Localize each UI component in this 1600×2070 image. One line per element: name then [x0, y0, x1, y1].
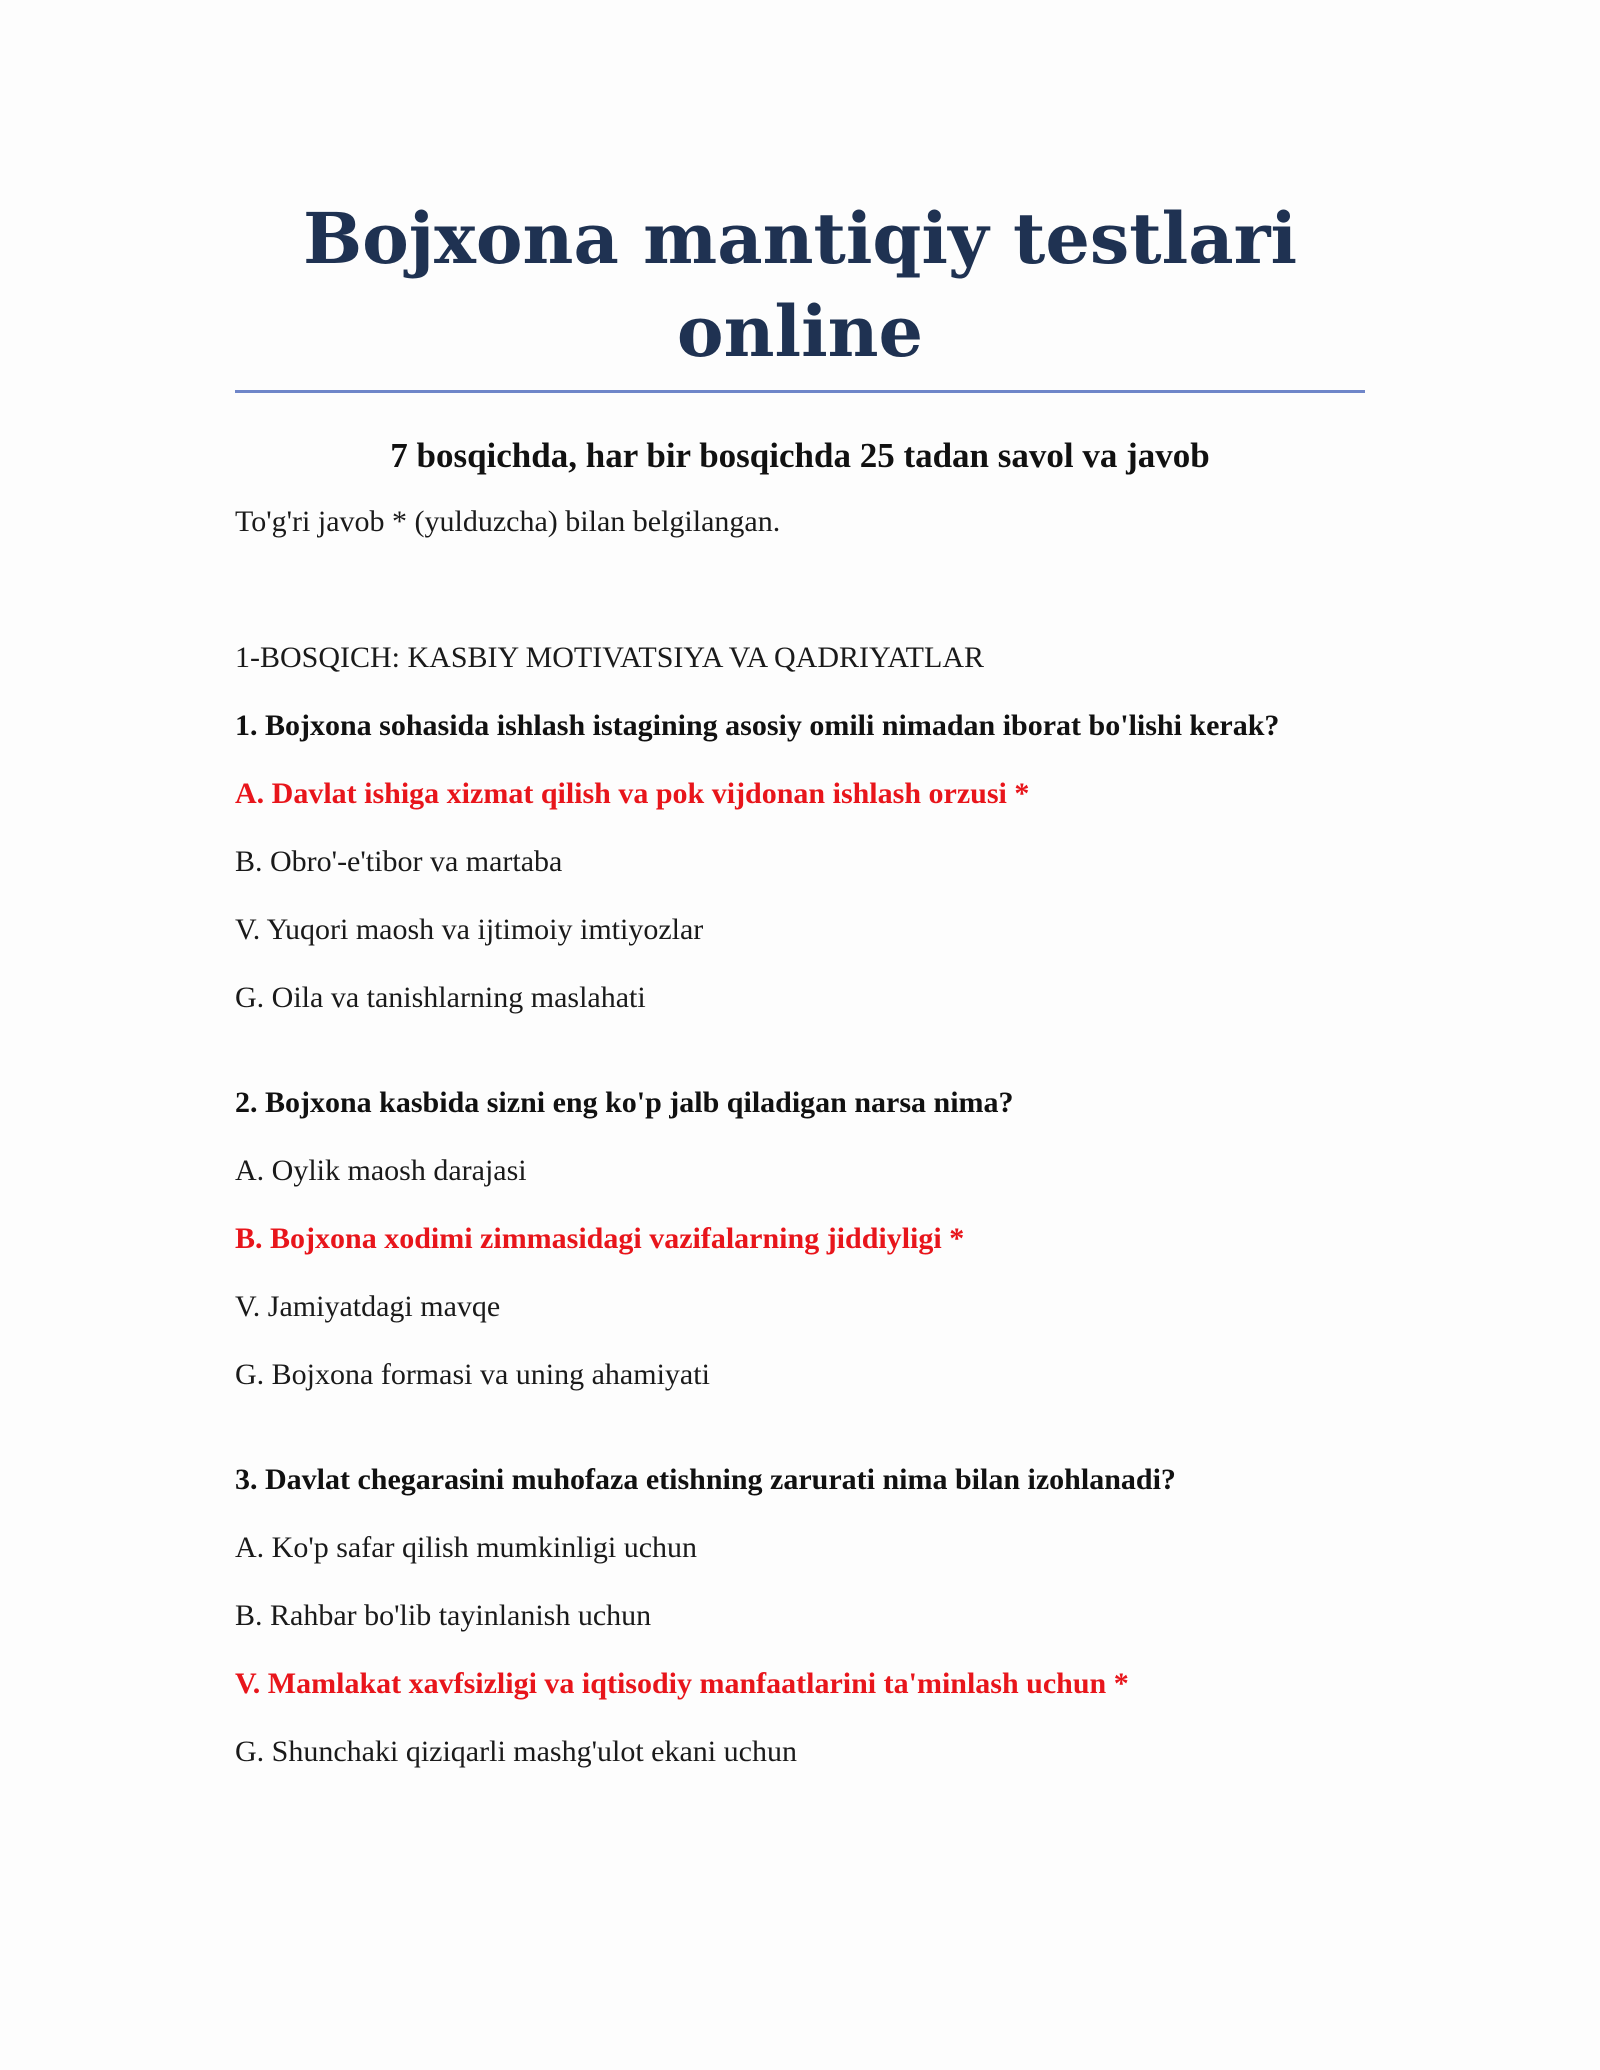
question-item — [235, 1461, 1365, 1771]
question-item — [235, 707, 1365, 1017]
answer-option: G. Shunchaki qiziqarli mashg'ulot ekani uchun — [235, 1735, 797, 1768]
section-heading: 1-BOSQICH: KASBIY MOTIVATSIYA VA QADRIYATLAR — [235, 641, 984, 674]
answer-option-correct: B. Bojxona xodimi zimmasidagi vazifalarning jiddiyligi * — [235, 1222, 965, 1255]
answer-option: G. Oila va tanishlarning maslahati — [235, 981, 646, 1014]
title-line-2: online — [676, 290, 924, 373]
subtitle: 7 bosqichda, har bir bosqichda 25 tadan savol va javob — [390, 436, 1210, 475]
question-text: 2. Bojxona kasbida sizni eng ko'p jalb qiladigan narsa nima? — [235, 1086, 1014, 1119]
question-text: 1. Bojxona sohasida ishlash istagining asosiy omili nimadan iborat bo'lishi kerak? — [235, 709, 1280, 742]
document-page — [235, 0, 1365, 1771]
answer-option: B. Rahbar bo'lib tayinlanish uchun — [235, 1599, 652, 1632]
answer-option: G. Bojxona formasi va uning ahamiyati — [235, 1358, 710, 1391]
title-divider — [235, 390, 1365, 393]
title-line-1: Bojxona mantiqiy testlari — [302, 197, 1298, 280]
answer-option: V. Jamiyatdagi mavqe — [235, 1290, 501, 1323]
answer-option-correct: A. Davlat ishiga xizmat qilish va pok vijdonan ishlash orzusi * — [235, 777, 1030, 810]
page-title — [235, 192, 1365, 378]
answer-option: A. Oylik maosh darajasi — [235, 1154, 527, 1187]
question-text: 3. Davlat chegarasini muhofaza etishning zarurati nima bilan izohlanadi? — [235, 1463, 1176, 1496]
instruction-note: To'g'ri javob * (yulduzcha) bilan belgilangan. — [235, 505, 781, 538]
answer-option: A. Ko'p safar qilish mumkinligi uchun — [235, 1531, 698, 1564]
answer-option: B. Obro'-e'tibor va martaba — [235, 845, 563, 878]
question-item — [235, 1084, 1365, 1394]
answer-option: V. Yuqori maosh va ijtimoiy imtiyozlar — [235, 913, 704, 946]
answer-option-correct: V. Mamlakat xavfsizligi va iqtisodiy manfaatlarini ta'minlash uchun * — [235, 1667, 1129, 1700]
